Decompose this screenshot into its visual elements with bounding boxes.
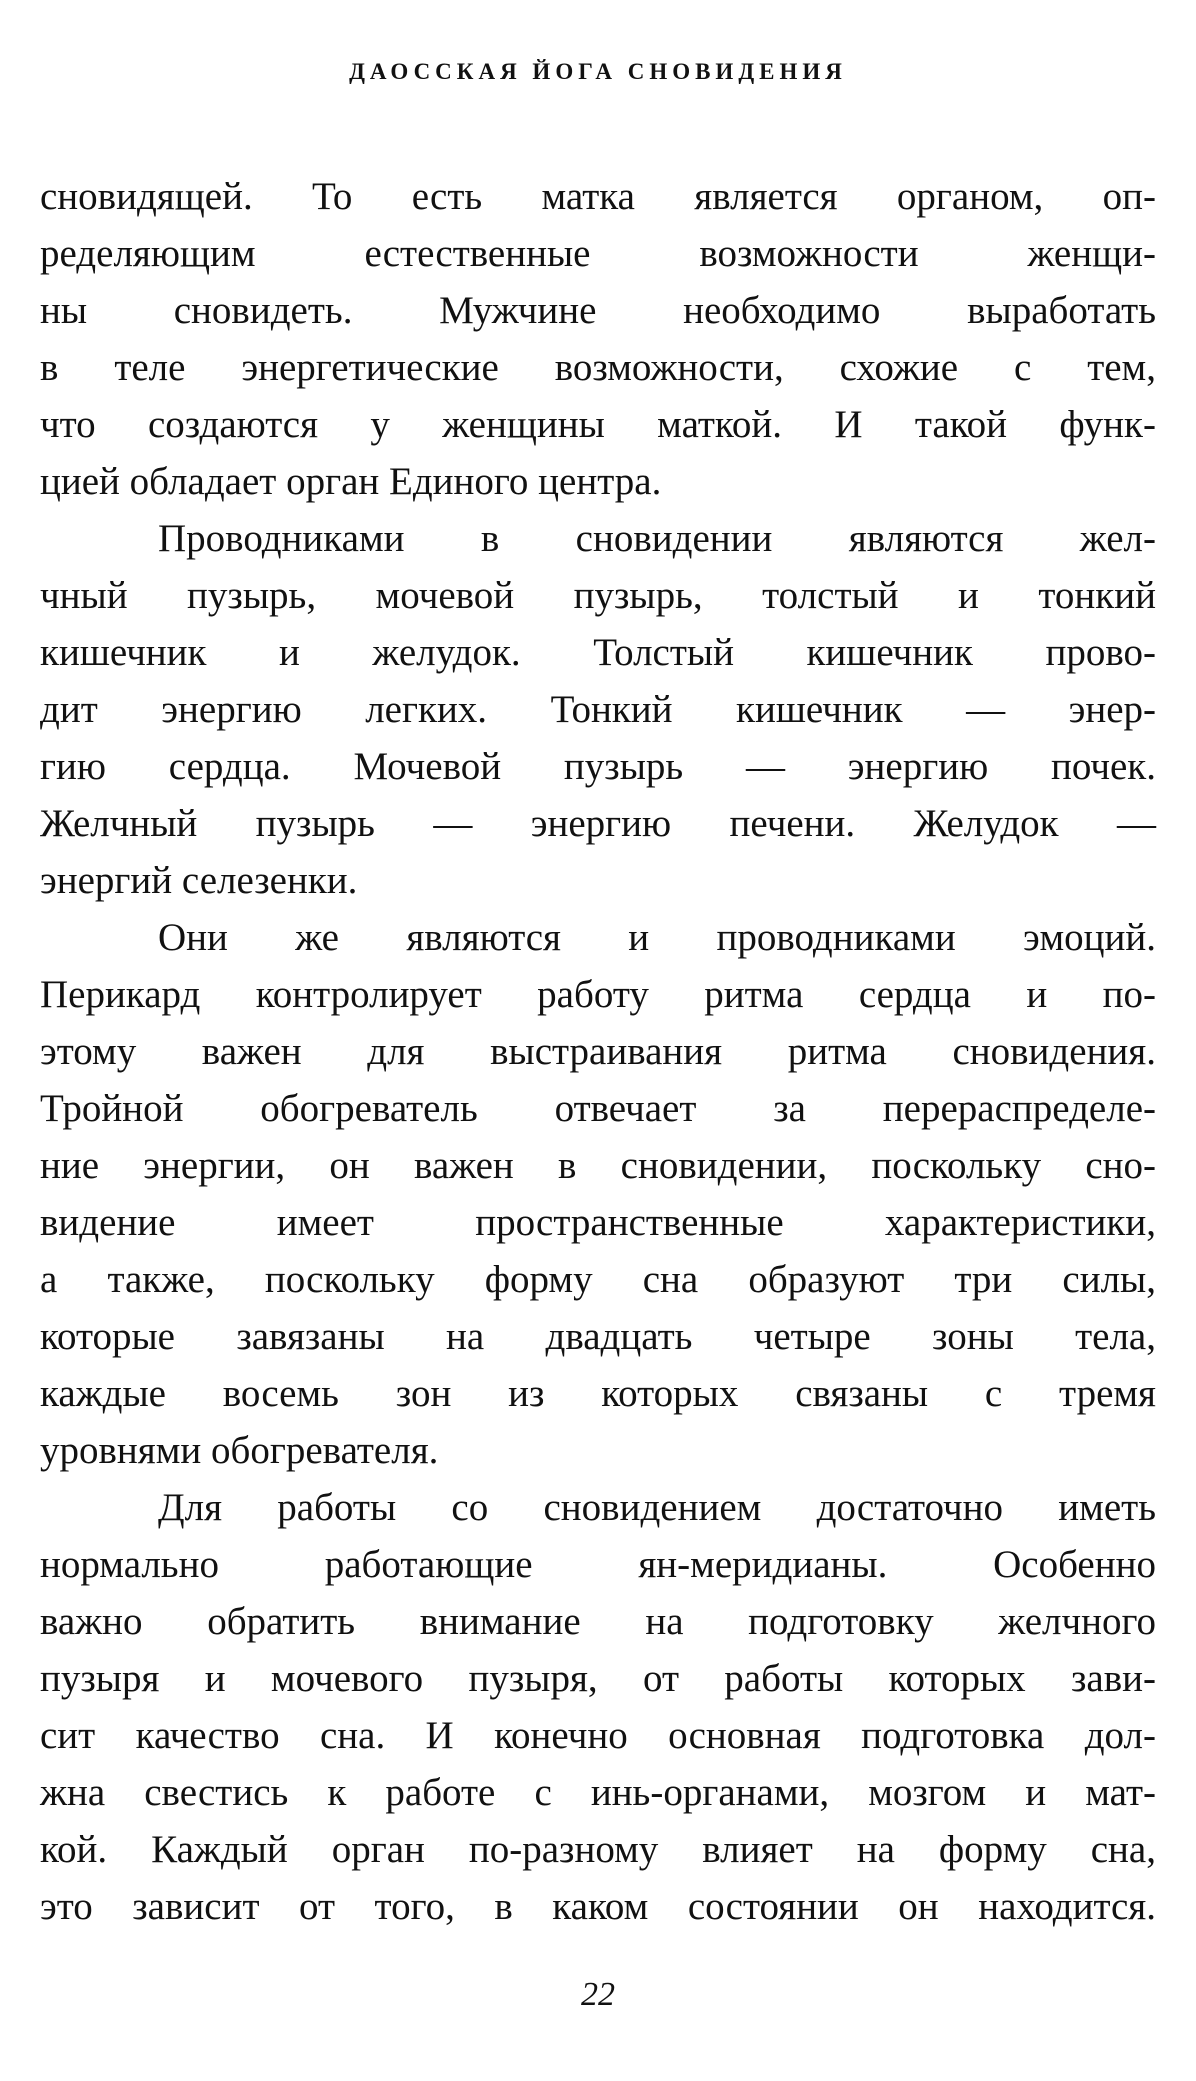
text-line: жна свестись к работе с инь-органами, мозгом и мат- [40,1771,1156,1814]
text-line: а также, поскольку форму сна образуют три силы, [40,1258,1156,1301]
text-line: Проводниками в сновидении являются жел- [158,517,1156,560]
text-line: в теле энергетические возможности, схожие с тем, [40,346,1156,389]
text-line: нормально работающие ян-меридианы. Особенно [40,1543,1156,1586]
text-line: которые завязаны на двадцать четыре зоны тела, [40,1315,1156,1358]
text-line: кой. Каждый орган по-разному влияет на форму сна, [40,1828,1156,1871]
text-line: что создаются у женщины маткой. И такой функ- [40,403,1156,446]
text-line: энергий селезенки. [40,859,358,902]
text-line: Они же являются и проводниками эмоций. [158,916,1156,959]
text-line: ны сновидеть. Мужчине необходимо выработать [40,289,1156,332]
text-line: дит энергию легких. Тонкий кишечник — энер- [40,688,1156,731]
paragraph-1 [40,168,1156,510]
text-line: это зависит от того, в каком состоянии он находится. [40,1885,1156,1928]
text-line: сит качество сна. И конечно основная подготовка дол- [40,1714,1156,1757]
text-line: чный пузырь, мочевой пузырь, толстый и тонкий [40,574,1156,617]
text-line: цией обладает орган Единого центра. [40,460,662,503]
page-number: 22 [581,1976,615,2013]
text-line: ние энергии, он важен в сновидении, поскольку сно- [40,1144,1156,1187]
text-line: ределяющим естественные возможности женщи- [40,232,1156,275]
paragraph-3 [40,909,1156,1479]
text-line: Перикард контролирует работу ритма сердца и по- [40,973,1156,1016]
text-line: пузыря и мочевого пузыря, от работы которых зави- [40,1657,1156,1700]
paragraph-4 [40,1479,1156,1935]
text-line: сновидящей. То есть матка является органом, оп- [40,175,1156,218]
running-head-title: ДАОССКАЯ ЙОГА СНОВИДЕНИЯ [349,59,847,84]
text-line: Желчный пузырь — энергию печени. Желудок — [40,802,1156,845]
text-line: Для работы со сновидением достаточно иметь [158,1486,1156,1529]
text-line: этому важен для выстраивания ритма сновидения. [40,1030,1156,1073]
text-line: важно обратить внимание на подготовку желчного [40,1600,1156,1643]
text-line: кишечник и желудок. Толстый кишечник прово- [40,631,1156,674]
text-line: уровнями обогревателя. [40,1429,439,1472]
text-line: гию сердца. Мочевой пузырь — энергию почек. [40,745,1156,788]
body-text [40,168,1156,1935]
text-line: видение имеет пространственные характеристики, [40,1201,1156,1244]
text-line: каждые восемь зон из которых связаны с тремя [40,1372,1156,1415]
text-line: Тройной обогреватель отвечает за перераспределе- [40,1087,1156,1130]
paragraph-2 [40,510,1156,909]
